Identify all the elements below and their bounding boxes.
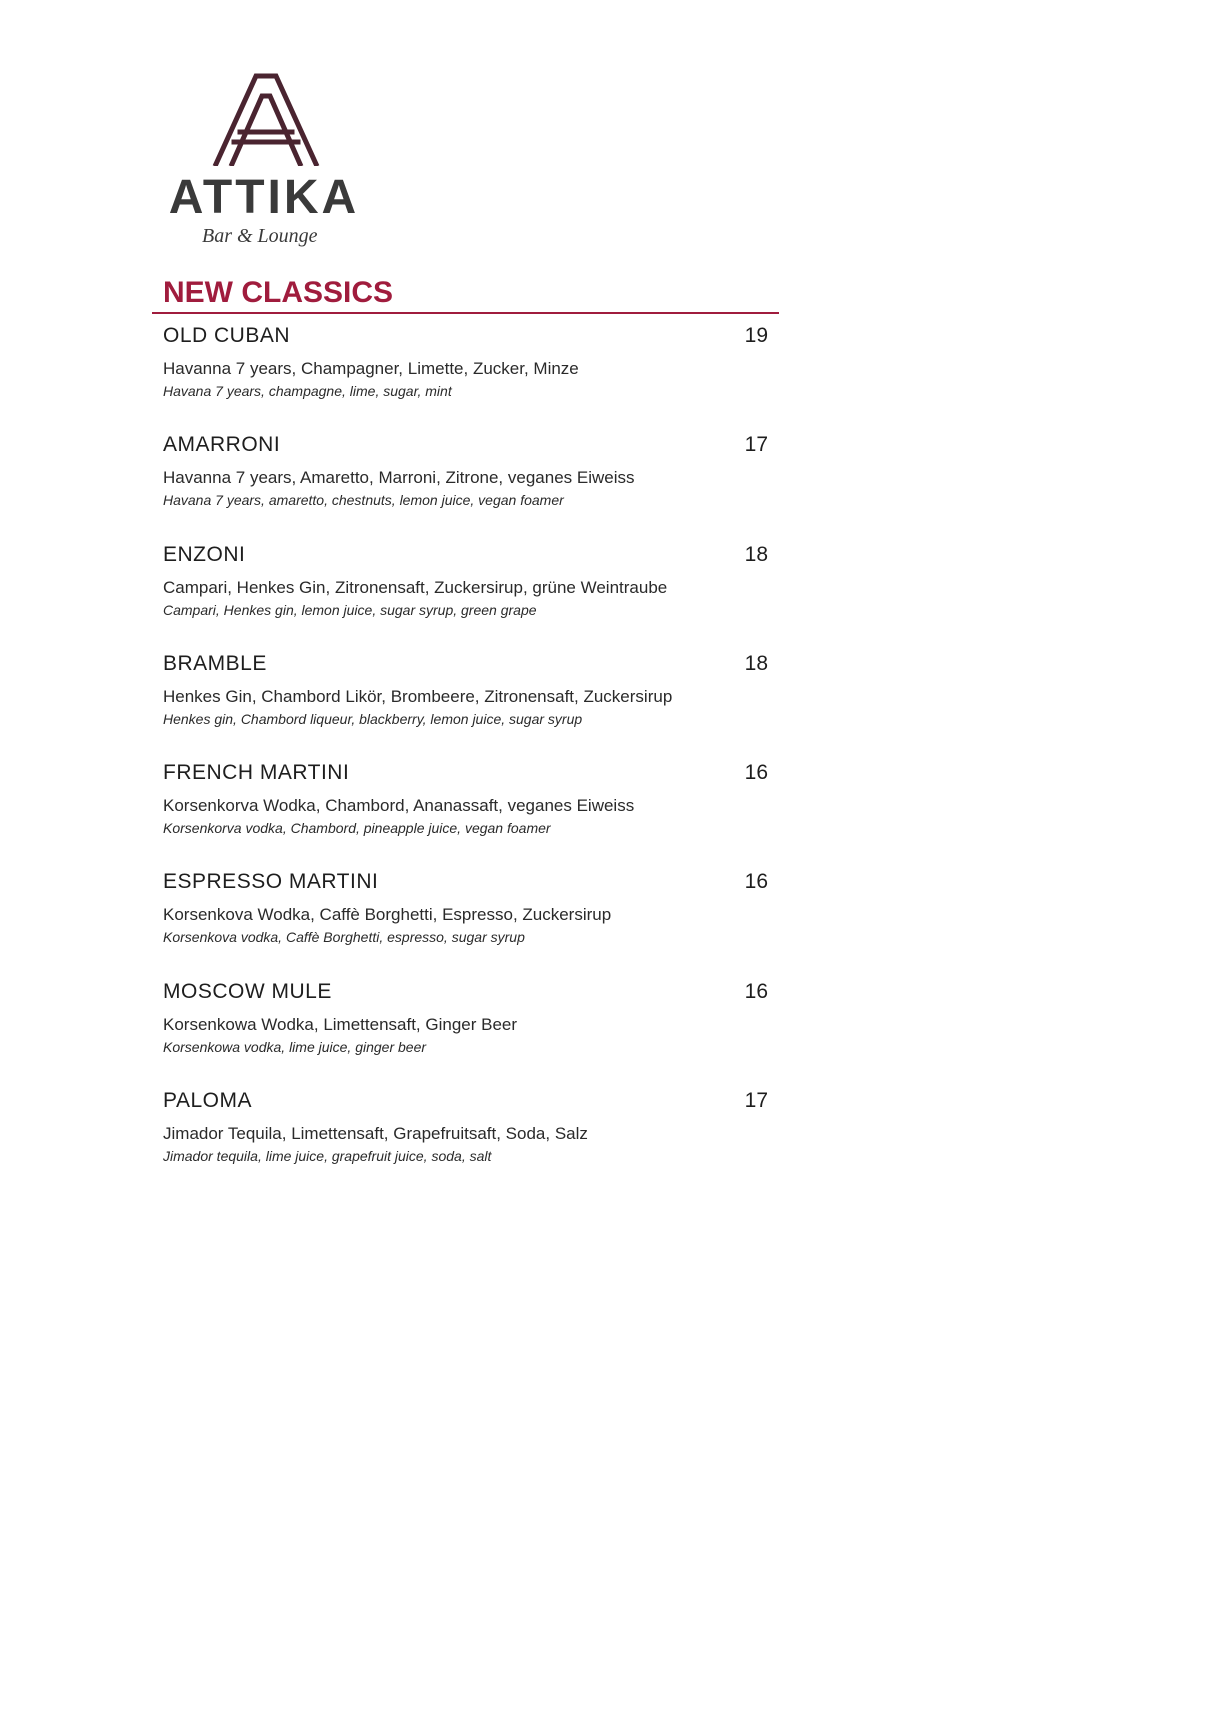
- item-description-en: Havana 7 years, amaretto, chestnuts, lemon juice, vegan foamer: [163, 492, 564, 509]
- item-description-en: Havana 7 years, champagne, lime, sugar, mint: [163, 383, 452, 399]
- item-price: 18: [744, 651, 768, 675]
- menu-item-espresso-martini: [163, 870, 768, 979]
- menu-item-paloma: [163, 1089, 768, 1198]
- item-price: 18: [744, 542, 768, 566]
- item-description-en: Campari, Henkes gin, lemon juice, sugar syrup, green grape: [163, 601, 537, 618]
- menu-item-old-cuban: [163, 324, 768, 433]
- menu-item-amarroni: [163, 433, 768, 542]
- menu-list: [163, 324, 768, 1198]
- item-header: [163, 652, 768, 685]
- brand-tagline: Bar & Lounge: [202, 225, 318, 247]
- item-price: 19: [744, 324, 768, 347]
- item-description-en: Jimador tequila, lime juice, grapefruit juice, soda, salt: [163, 1148, 492, 1165]
- item-description-de: Havanna 7 years, Amaretto, Marroni, Zitrone, veganes Eiweiss: [163, 468, 635, 488]
- item-name: BRAMBLE: [163, 651, 267, 675]
- section-title: NEW CLASSICS: [163, 276, 394, 309]
- letter-a-monogram-icon: [210, 72, 322, 166]
- item-price: 16: [744, 979, 768, 1003]
- item-header: [163, 543, 768, 576]
- item-description-de: Korsenkowa Wodka, Limettensaft, Ginger Beer: [163, 1014, 518, 1034]
- item-name: MOSCOW MULE: [163, 979, 332, 1003]
- item-description-de: Campari, Henkes Gin, Zitronensaft, Zuckersirup, grüne Weintraube: [163, 577, 668, 597]
- item-price: 16: [744, 761, 768, 785]
- item-description-en: Korsenkowa vodka, lime juice, ginger beer: [163, 1038, 427, 1055]
- item-header: [163, 870, 768, 903]
- item-header: [163, 980, 768, 1013]
- item-description-de: Henkes Gin, Chambord Likör, Brombeere, Zitronensaft, Zuckersirup: [163, 686, 673, 706]
- item-name: OLD CUBAN: [163, 324, 291, 347]
- section-divider: [152, 312, 779, 314]
- item-header: [163, 761, 768, 794]
- item-name: ENZONI: [163, 542, 246, 566]
- item-description-en: Korsenkorva vodka, Chambord, pineapple juice, vegan foamer: [163, 820, 551, 837]
- menu-item-french-martini: [163, 761, 768, 870]
- item-description-de: Korsenkorva Wodka, Chambord, Ananassaft, veganes Eiweiss: [163, 796, 635, 816]
- item-name: AMARRONI: [163, 433, 281, 457]
- menu-item-moscow-mule: [163, 980, 768, 1089]
- item-header: [163, 1089, 768, 1122]
- item-description-en: Korsenkova vodka, Caffè Borghetti, espresso, sugar syrup: [163, 929, 525, 946]
- menu-item-enzoni: [163, 543, 768, 652]
- item-description-de: Havanna 7 years, Champagner, Limette, Zucker, Minze: [163, 359, 579, 378]
- item-header: [163, 324, 768, 357]
- item-name: ESPRESSO MARTINI: [163, 870, 379, 894]
- brand-name: ATTIKA: [168, 171, 360, 224]
- item-price: 17: [744, 433, 768, 457]
- item-name: FRENCH MARTINI: [163, 761, 350, 785]
- item-header: [163, 433, 768, 466]
- item-name: PALOMA: [163, 1089, 252, 1113]
- item-description-de: Korsenkova Wodka, Caffè Borghetti, Espresso, Zuckersirup: [163, 905, 612, 925]
- item-price: 17: [744, 1089, 768, 1113]
- menu-item-bramble: [163, 652, 768, 761]
- item-description-de: Jimador Tequila, Limettensaft, Grapefruitsaft, Soda, Salz: [163, 1124, 588, 1144]
- item-description-en: Henkes gin, Chambord liqueur, blackberry, lemon juice, sugar syrup: [163, 710, 583, 727]
- item-price: 16: [744, 870, 768, 894]
- attika-logo: [166, 72, 362, 252]
